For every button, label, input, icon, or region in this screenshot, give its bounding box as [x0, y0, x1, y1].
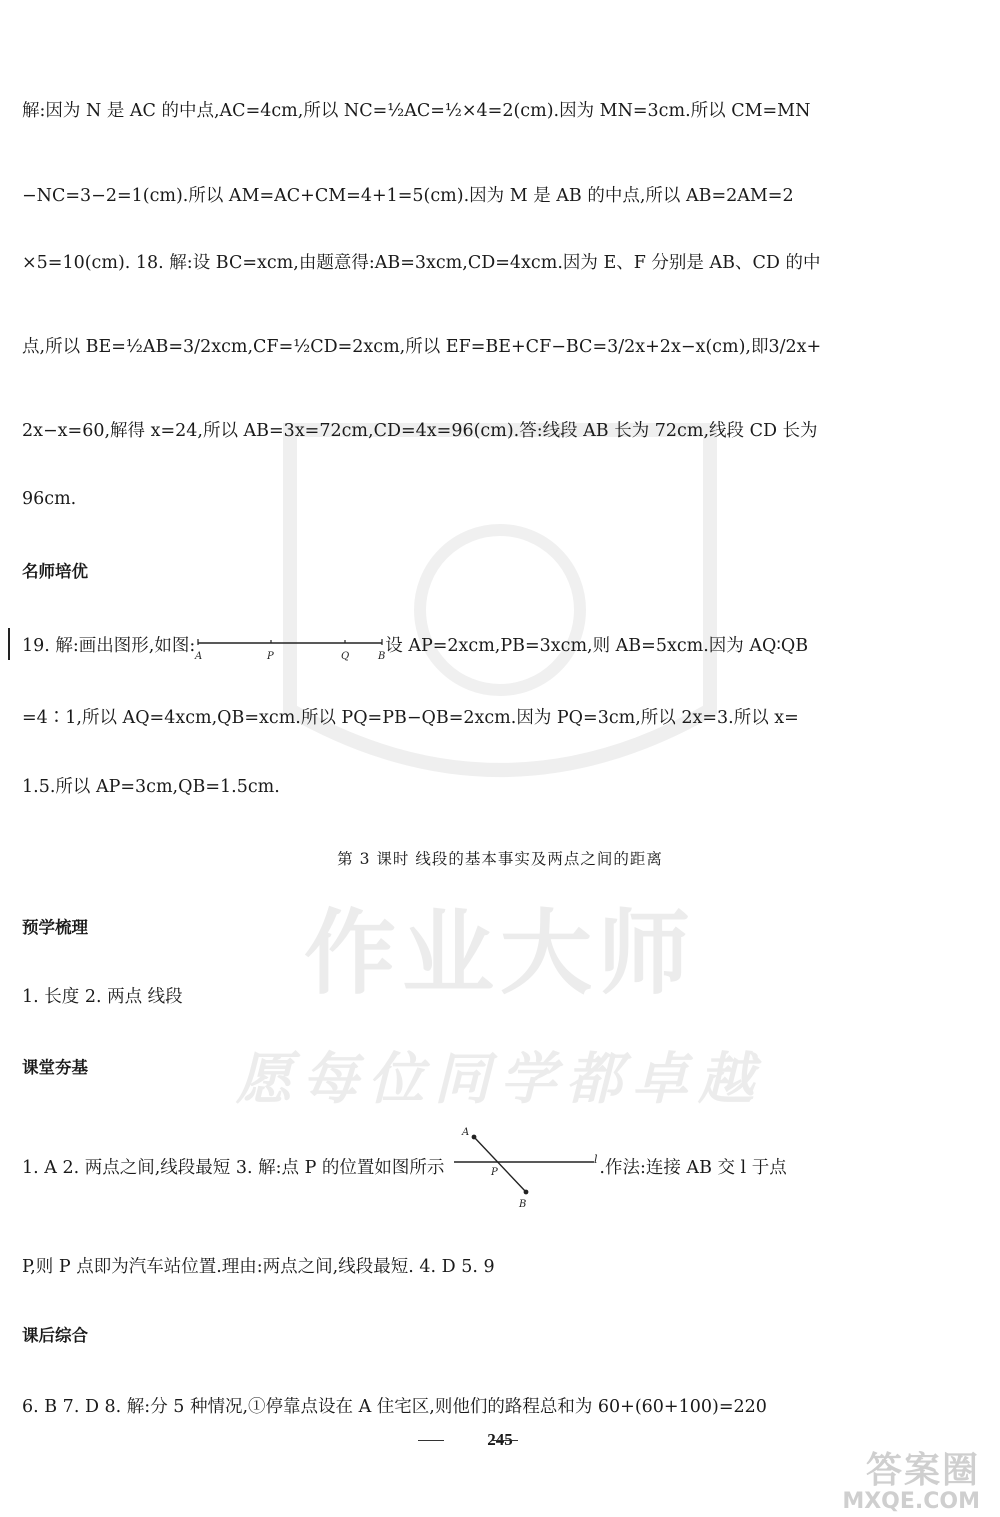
- text-fragment: 设 AP=2xcm,PB=3xcm,则 AB=5xcm.因为 AQ∶QB: [385, 636, 809, 656]
- point-label-B: B: [378, 651, 386, 662]
- text-line: 96cm.: [22, 489, 77, 509]
- section-heading-ketang: 课堂夯基: [22, 1058, 88, 1077]
- corner-logo-top: 答案圈: [865, 1450, 980, 1491]
- lesson-title: 第 3 课时 线段的基本事实及两点之间的距离: [337, 850, 663, 868]
- section-heading-yuxue: 预学梳理: [22, 918, 88, 937]
- bus-stop-diagram: [444, 1127, 599, 1210]
- section-heading-mingshi: 名师培优: [22, 562, 88, 581]
- segment-diagram: [195, 635, 386, 662]
- text-line: P,则 P 点即为汽车站位置.理由:两点之间,线段最短. 4. D 5. 9: [22, 1257, 495, 1277]
- text-line: −NC=3−2=1(cm).所以 AM=AC+CM=4+1=5(cm).因为 M 是 AB 的中点,所以 AB=2AM=2: [22, 186, 794, 206]
- text-line: [22, 635, 982, 662]
- text-line: 1.5.所以 AP=3cm,QB=1.5cm.: [22, 777, 280, 797]
- point-label-A: A: [462, 1127, 470, 1138]
- page-number: 245: [487, 1430, 513, 1449]
- watermark-shield-logo: [270, 410, 730, 810]
- page-number-dash-right: [492, 1440, 518, 1441]
- corner-logo-bottom: MXQE.COM: [842, 1489, 980, 1514]
- text-line: 点,所以 BE=½AB=3/2xcm,CF=½CD=2xcm,所以 EF=BE+CF−BC=3/2x+2x−x(cm),即3/2x+: [22, 337, 822, 357]
- text-fragment: 1. A 2. 两点之间,线段最短 3. 解:点 P 的位置如图所示: [22, 1158, 445, 1178]
- corner-watermark-logo: [842, 1452, 980, 1514]
- text-line: 2x−x=60,解得 x=24,所以 AB=3x=72cm,CD=4x=96(cm).答:线段 AB 长为 72cm,线段 CD 长为: [22, 421, 818, 441]
- watermark-title: 作业大师: [303, 900, 696, 1007]
- section-heading-kehou: 课后综合: [22, 1326, 88, 1345]
- text-fragment: 19. 解:画出图形,如图:: [22, 636, 196, 656]
- point-label-P: P: [491, 1167, 499, 1178]
- point-label-A: A: [195, 651, 203, 662]
- text-line: 6. B 7. D 8. 解:分 5 种情况,①停靠点设在 A 住宅区,则他们的路程总和为 60+(60+100)=220: [22, 1397, 767, 1417]
- text-line: 解:因为 N 是 AC 的中点,AC=4cm,所以 NC=½AC=½×4=2(cm).因为 MN=3cm.所以 CM=MN: [22, 101, 811, 121]
- watermark-subtitle: 愿每位同学都卓越: [236, 1047, 764, 1112]
- line-label-l: l: [594, 1153, 598, 1166]
- text-line: =4∶1,所以 AQ=4xcm,QB=xcm.所以 PQ=PB−QB=2xcm.因为 PQ=3cm,所以 2x=3.所以 x=: [22, 708, 799, 728]
- margin-mark: [8, 628, 10, 660]
- text-line: ×5=10(cm). 18. 解:设 BC=xcm,由题意得:AB=3xcm,CD=4xcm.因为 E、F 分别是 AB、CD 的中: [22, 253, 821, 273]
- point-label-Q: Q: [341, 651, 350, 662]
- text-fragment: .作法:连接 AB 交 l 于点: [599, 1158, 787, 1178]
- text-line: 1. 长度 2. 两点 线段: [22, 987, 183, 1007]
- text-line: [22, 1127, 982, 1210]
- point-label-B: B: [519, 1199, 527, 1210]
- point-label-P: P: [267, 651, 274, 662]
